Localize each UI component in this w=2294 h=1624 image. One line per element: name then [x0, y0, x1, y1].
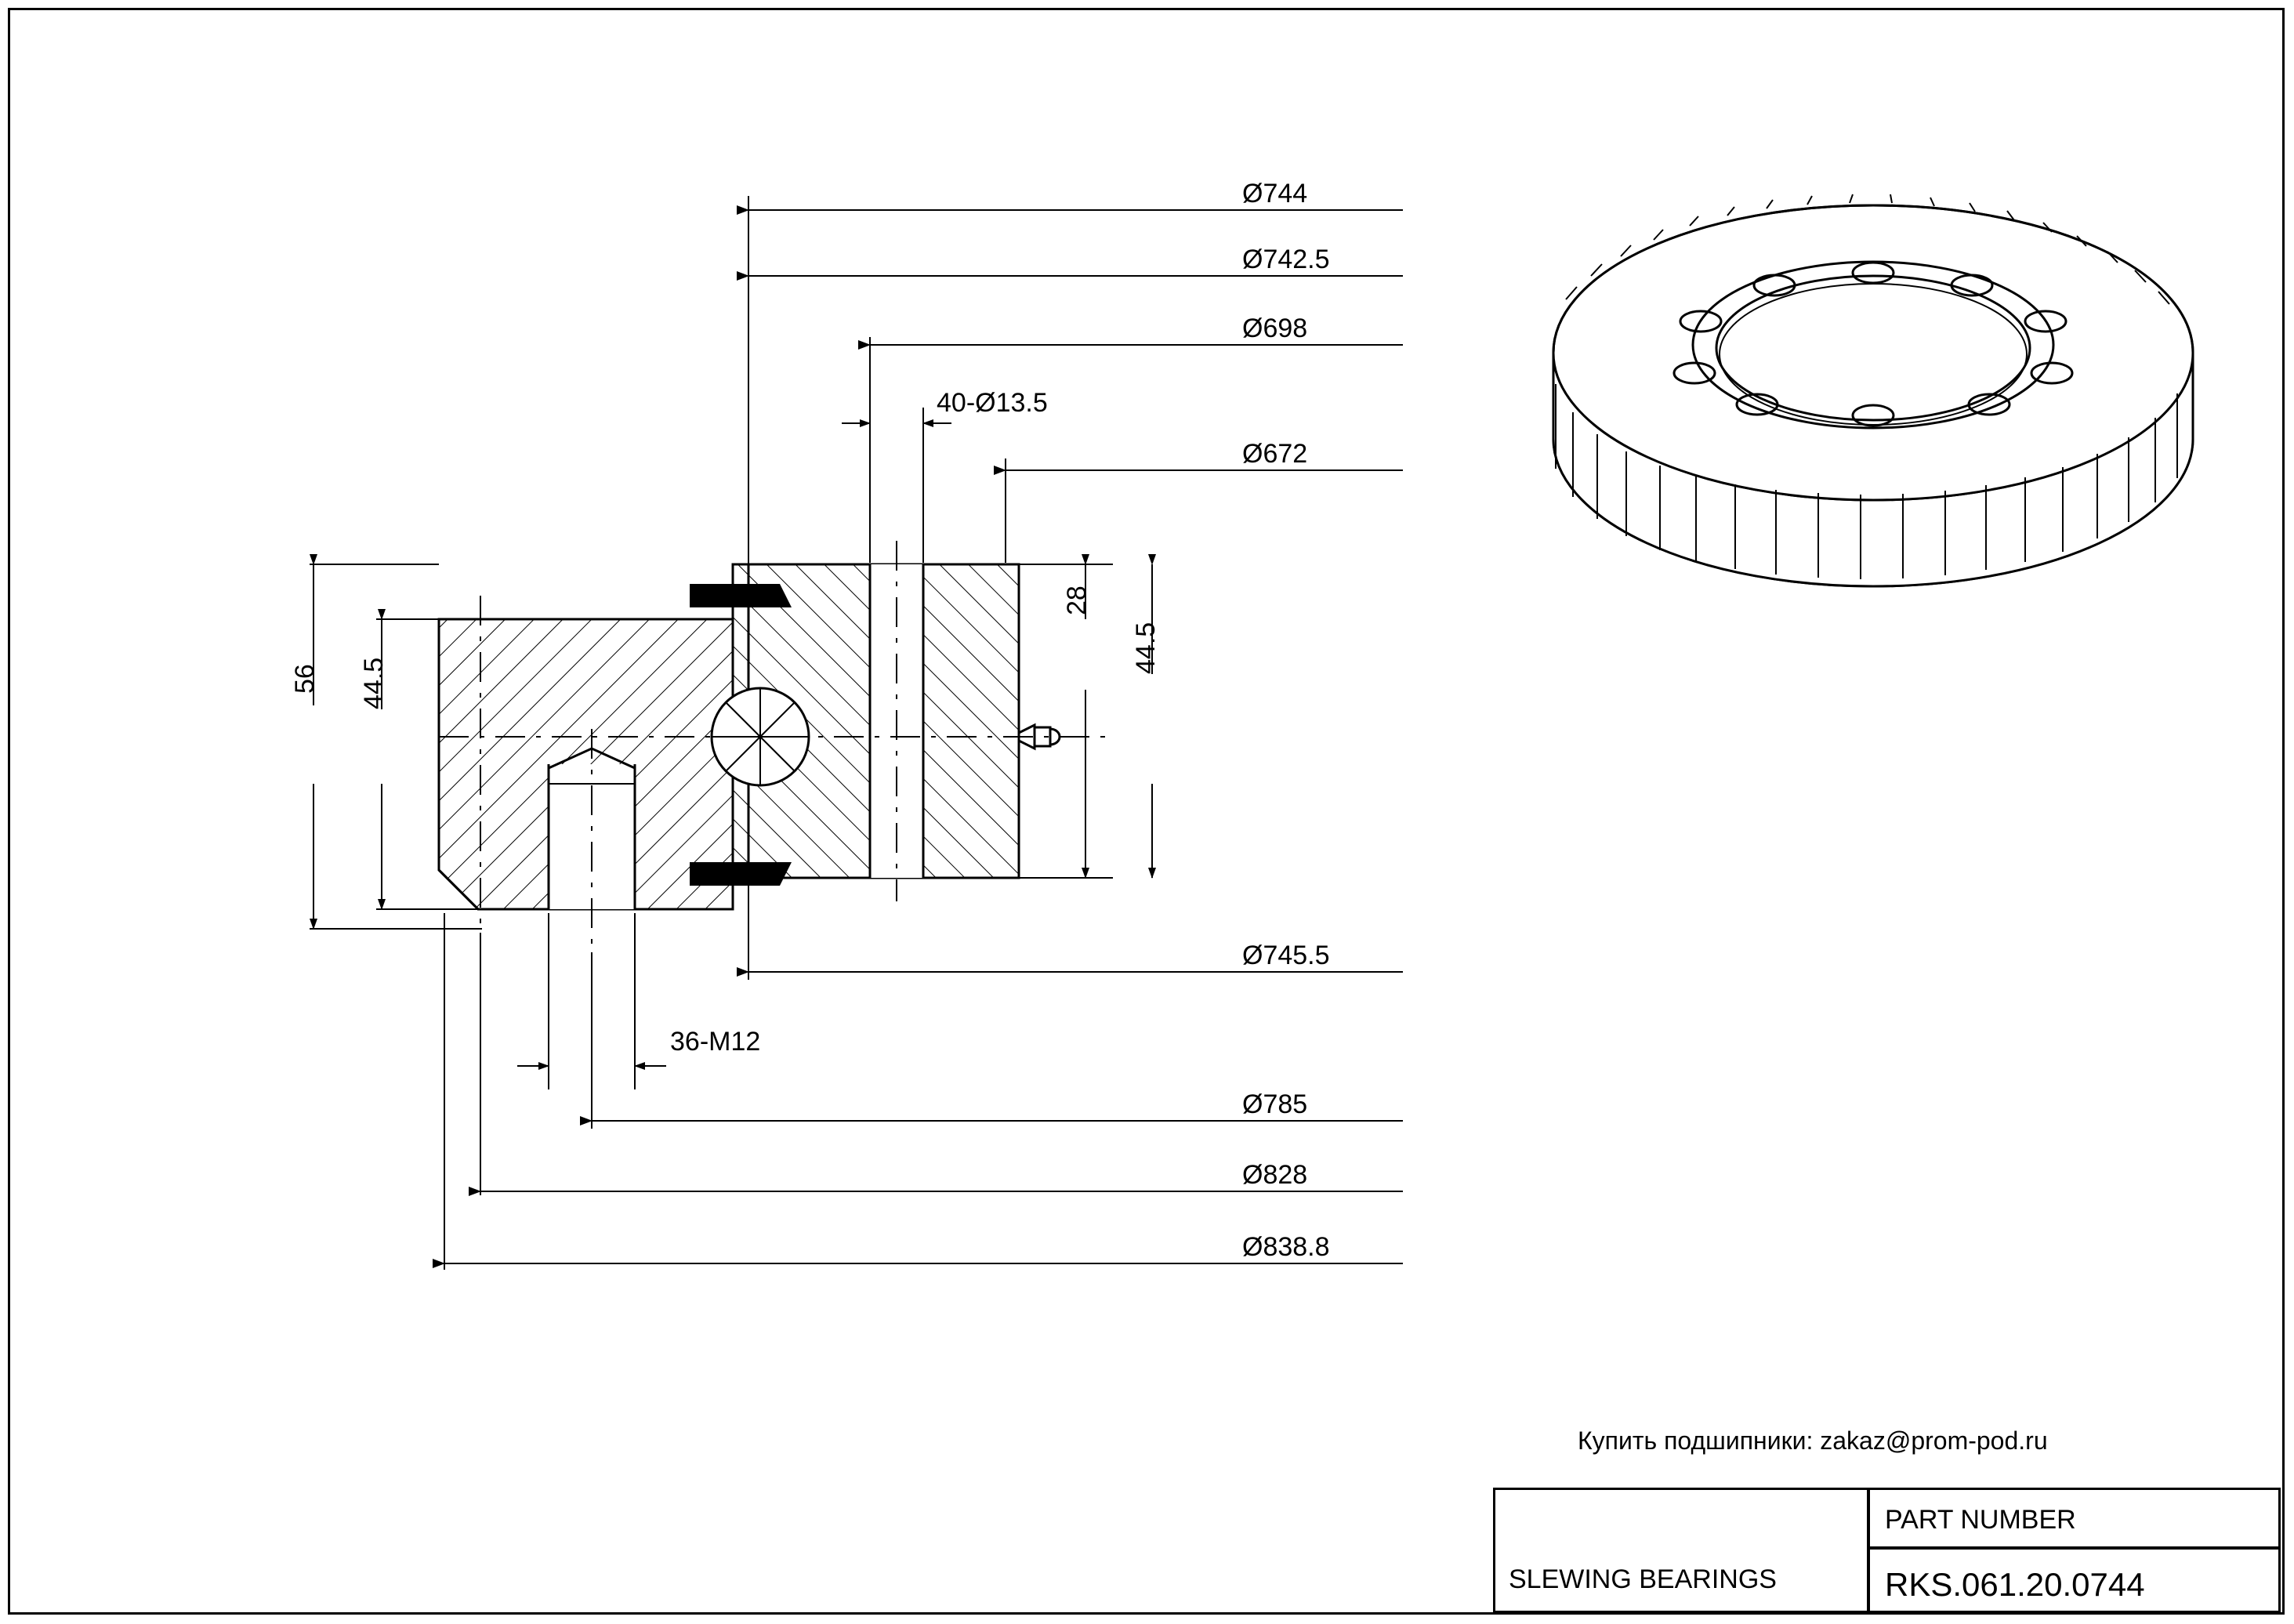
contact-email-text: Купить подшипники: zakaz@prom-pod.ru	[1578, 1426, 2048, 1455]
dim-label-thread36: 36-M12	[670, 1027, 761, 1057]
title-block-part-number: RKS.061.20.0744	[1885, 1566, 2145, 1603]
dim-label-28: 28	[1062, 585, 1092, 615]
dim-d698	[870, 337, 1403, 563]
dim-d672	[1006, 459, 1403, 563]
dim-label-d672: Ø672	[1242, 439, 1308, 469]
dim-label-d7455: Ø745.5	[1242, 941, 1330, 970]
title-block	[1493, 1488, 2281, 1613]
dim-label-d8388: Ø838.8	[1242, 1232, 1330, 1262]
dim-holes40	[842, 408, 951, 563]
dim-label-d828: Ø828	[1242, 1160, 1308, 1190]
gear-3d-view	[1553, 194, 2193, 586]
dim-label-d698: Ø698	[1242, 314, 1308, 343]
dim-label-d785: Ø785	[1242, 1089, 1308, 1119]
dim-label-d744: Ø744	[1242, 179, 1308, 208]
title-block-pn-label: PART NUMBER	[1885, 1505, 2076, 1535]
dim-label-445-left: 44.5	[359, 657, 389, 709]
inner-ring-section	[439, 596, 733, 948]
dim-label-d7425: Ø742.5	[1242, 245, 1330, 274]
title-block-category: SLEWING BEARINGS	[1509, 1564, 1777, 1594]
dim-label-56: 56	[290, 664, 320, 694]
dim-label-holes40: 40-Ø13.5	[937, 388, 1048, 418]
dim-label-445-right: 44.5	[1131, 622, 1161, 674]
